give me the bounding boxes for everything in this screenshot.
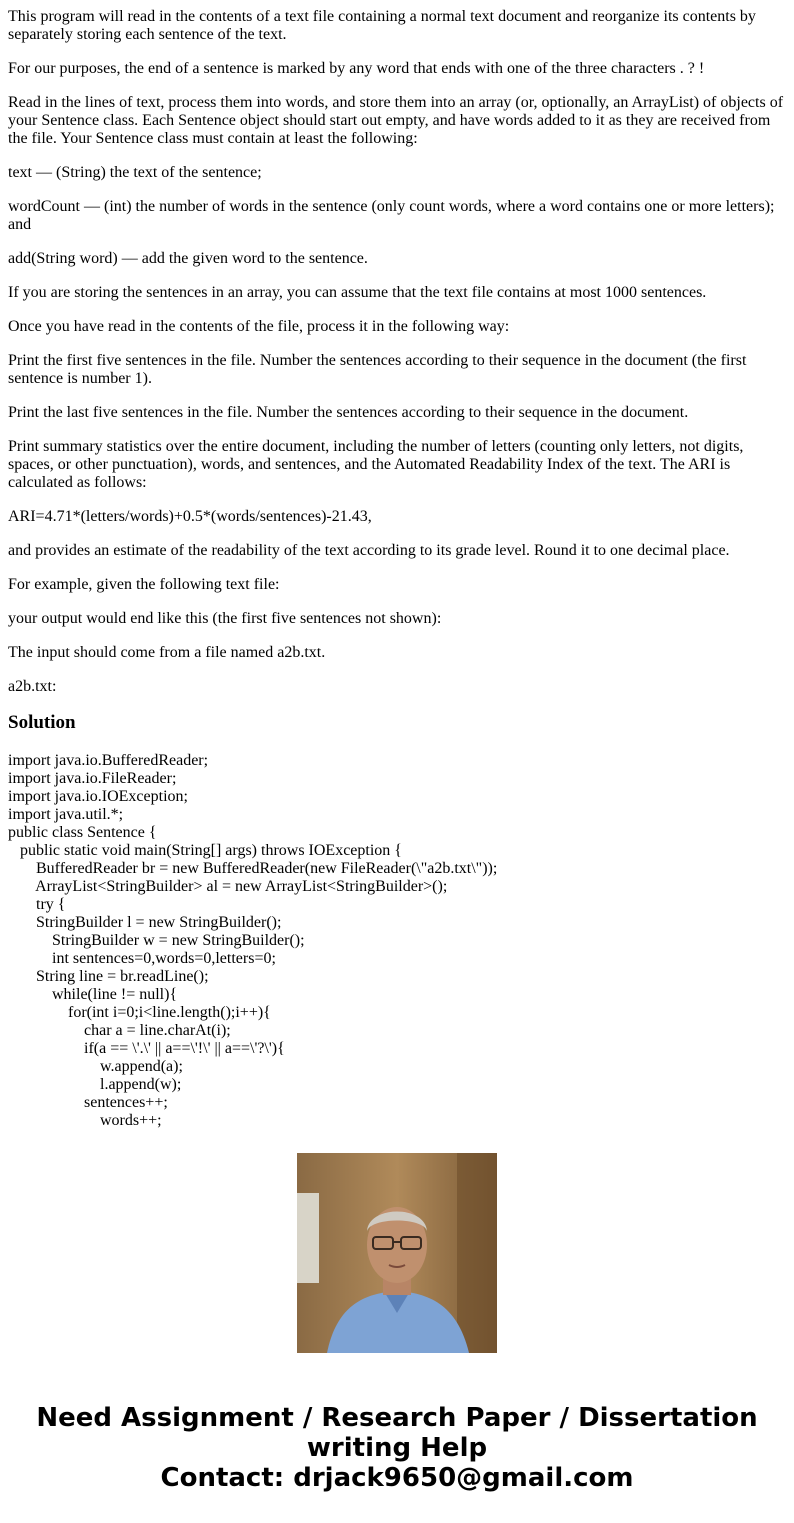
- code-line: char a = line.charAt(i);: [8, 1022, 231, 1039]
- code-line: BufferedReader br = new BufferedReader(new FileReader(\"a2b.txt\"));: [8, 860, 498, 877]
- question-text: [8, 8, 786, 696]
- code-line: import java.util.*;: [8, 806, 124, 823]
- code-line: public static void main(String[] args) throws IOException {: [8, 842, 402, 859]
- question-paragraph: For our purposes, the end of a sentence is marked by any word that ends with one of the three characters . ? !: [8, 60, 705, 77]
- question-paragraph: your output would end like this (the first five sentences not shown):: [8, 610, 442, 627]
- question-paragraph: text — (String) the text of the sentence;: [8, 164, 262, 181]
- question-paragraph: add(String word) — add the given word to the sentence.: [8, 250, 368, 267]
- code-line: sentences++;: [8, 1094, 168, 1111]
- code-line: while(line != null){: [8, 986, 178, 1003]
- question-paragraph: Read in the lines of text, process them into words, and store them into an array (or, optionally, an ArrayList) of objects of your Sentence class. Each Sentence object should start out empty, and have words added to it as they are received from the file. Your Sentence class must contain at least the following:: [8, 94, 784, 147]
- code-line: int sentences=0,words=0,letters=0;: [8, 950, 276, 967]
- question-paragraph: For example, given the following text file:: [8, 576, 280, 593]
- code-line: words++;: [8, 1112, 162, 1129]
- solution-heading: Solution: [8, 712, 76, 733]
- question-paragraph: Print summary statistics over the entire document, including the number of letters (counting only letters, not digits, spaces, or other punctuation), words, and sentences, and the Automated Readability Index of the text. The ARI is calculated as follows:: [8, 438, 744, 491]
- code-line: for(int i=0;i<line.length();i++){: [8, 1004, 271, 1021]
- question-paragraph: wordCount — (int) the number of words in the sentence (only count words, where a word contains one or more letters); and: [8, 198, 775, 233]
- question-paragraph: ARI=4.71*(letters/words)+0.5*(words/sentences)-21.43,: [8, 508, 372, 525]
- code-line: import java.io.FileReader;: [8, 770, 177, 787]
- question-paragraph: Once you have read in the contents of the file, process it in the following way:: [8, 318, 510, 335]
- question-paragraph: The input should come from a file named a2b.txt.: [8, 644, 326, 661]
- code-line: import java.io.BufferedReader;: [8, 752, 209, 769]
- banner-line-2: writing Help: [306, 1433, 488, 1463]
- solution-code: [8, 752, 786, 1129]
- question-paragraph: Print the first five sentences in the file. Number the sentences according to their sequence in the document (the first sentence is number 1).: [8, 352, 747, 387]
- question-paragraph: This program will read in the contents of a text file containing a normal text document and reorganize its contents by separately storing each sentence of the text.: [8, 8, 756, 43]
- code-line: StringBuilder l = new StringBuilder();: [8, 914, 282, 931]
- code-line: w.append(a);: [8, 1058, 183, 1075]
- code-line: import java.io.IOException;: [8, 788, 188, 805]
- question-paragraph: a2b.txt:: [8, 678, 57, 695]
- code-line: public class Sentence {: [8, 824, 157, 841]
- question-paragraph: Print the last five sentences in the file. Number the sentences according to their sequence in the document.: [8, 404, 689, 421]
- code-line: l.append(w);: [8, 1076, 182, 1093]
- author-photo: [297, 1153, 497, 1353]
- help-banner: [0, 1403, 794, 1493]
- code-line: StringBuilder w = new StringBuilder();: [8, 932, 305, 949]
- code-line: String line = br.readLine();: [8, 968, 209, 985]
- question-paragraph: and provides an estimate of the readability of the text according to its grade level. Round it to one decimal place.: [8, 542, 730, 559]
- banner-contact: Contact: drjack9650@gmail.com: [160, 1463, 634, 1493]
- banner-line-1: Need Assignment / Research Paper / Dissertation: [36, 1403, 758, 1433]
- code-line: try {: [8, 896, 66, 913]
- document-body: [8, 8, 786, 1129]
- code-line: ArrayList<StringBuilder> al = new ArrayList<StringBuilder>();: [8, 878, 448, 895]
- code-line: if(a == \'.\' || a==\'!\' || a==\'?\'){: [8, 1040, 285, 1057]
- question-paragraph: If you are storing the sentences in an array, you can assume that the text file contains at most 1000 sentences.: [8, 284, 707, 301]
